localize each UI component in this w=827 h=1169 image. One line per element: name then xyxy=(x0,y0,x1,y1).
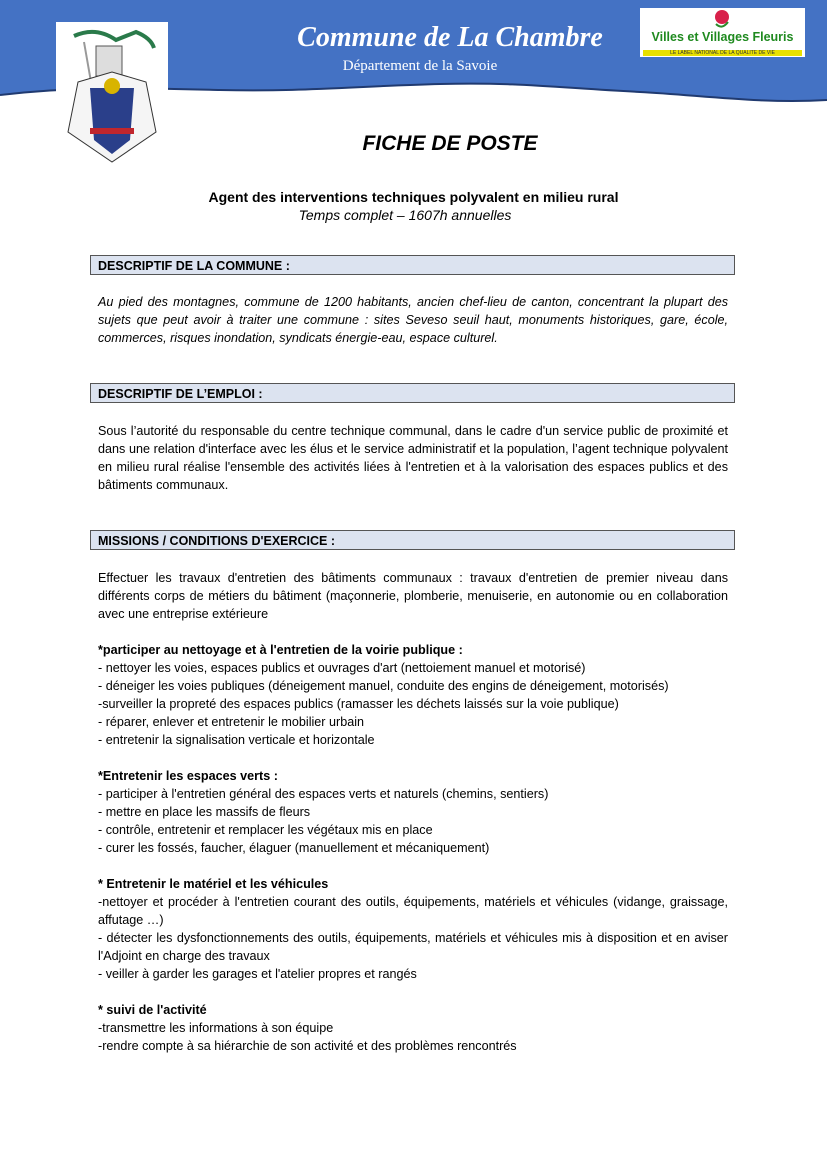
list-item: - détecter les dysfonctionnements des outils, équipements, matériels et véhicules mis à disposition et en aviser l'Adjoint en charge des travaux xyxy=(98,931,728,963)
list-item: - mettre en place les massifs de fleurs xyxy=(98,805,311,819)
mission-group-title: *participer au nettoyage et à l'entretien de la voirie publique : xyxy=(98,643,463,657)
list-item: -surveiller la propreté des espaces publics (ramasser les déchets laissés sur la voie publique) xyxy=(98,697,619,711)
list-item: - veiller à garder les garages et l'atelier propres et rangés xyxy=(98,967,417,981)
list-item: -nettoyer et procéder à l'entretien courant des outils, équipements, matériels et véhicules (vidange, graissage, affutage …) xyxy=(98,895,728,927)
list-item: -transmettre les informations à son équipe xyxy=(98,1021,334,1035)
missions-content xyxy=(98,569,728,1073)
list-item: - réparer, enlever et entretenir le mobilier urbain xyxy=(98,715,364,729)
commune-description: Au pied des montagnes, commune de 1200 habitants, ancien chef-lieu de canton, concentrant la plupart des sujets que peut avoir à traiter une commune : sites Seveso seuil haut, monuments historiques, gare, école, commerces, risques inondation, syndicats énergie-eau, espace culturel. xyxy=(98,295,728,345)
villes-villages-fleuris-logo: Villes et Villages Fleuris LE LABEL NATIONAL DE LA QUALITÉ DE VIE xyxy=(640,8,805,57)
mission-group-suivi xyxy=(98,1001,728,1055)
job-title: Agent des interventions techniques polyvalent en milieu rural xyxy=(208,189,619,205)
list-item: - entretenir la signalisation verticale et horizontale xyxy=(98,733,375,747)
emploi-description: Sous l’autorité du responsable du centre technique communal, dans le cadre d'un service public de proximité et dans une relation d'interface avec les élus et le service administratif et la population, l’agent technique polyvalent en milieu rural réalise l'ensemble des activités liées à l'entretien et à la valorisation des espaces publics et des bâtiments communaux. xyxy=(98,424,728,492)
section-heading-commune: DESCRIPTIF DE LA COMMUNE : xyxy=(90,255,735,275)
job-time: Temps complet – 1607h annuelles xyxy=(298,207,512,223)
mission-group-title: * suivi de l'activité xyxy=(98,1003,207,1017)
list-item: - contrôle, entretenir et remplacer les végétaux mis en place xyxy=(98,823,433,837)
list-item: - curer les fossés, faucher, élaguer (manuellement et mécaniquement) xyxy=(98,841,490,855)
mission-group-materiel xyxy=(98,875,728,983)
list-item: -rendre compte à sa hiérarchie de son activité et des problèmes rencontrés xyxy=(98,1039,517,1053)
department-subtitle: Département de la Savoie xyxy=(342,58,498,74)
mission-group-title: *Entretenir les espaces verts : xyxy=(98,769,278,783)
flower-icon xyxy=(640,8,805,30)
section-heading-missions: MISSIONS / CONDITIONS D'EXERCICE : xyxy=(90,530,735,550)
coat-of-arms-logo xyxy=(56,22,168,170)
missions-intro: Effectuer les travaux d'entretien des bâtiments communaux : travaux d'entretien de premier niveau dans différents corps de métiers du bâtiment (maçonnerie, plomberie, menuiserie, en autonomie ou en collaboration avec une entreprise extérieure xyxy=(98,571,728,621)
list-item: - nettoyer les voies, espaces publics et ouvrages d'art (nettoiement manuel et motorisé) xyxy=(98,661,586,675)
mission-group-voirie xyxy=(98,641,728,749)
mission-group-espaces-verts xyxy=(98,767,728,857)
list-item: - déneiger les voies publiques (déneigement manuel, conduite des engins de déneigement, motorisés) xyxy=(98,679,669,693)
document-title: FICHE DE POSTE xyxy=(362,132,538,155)
section-heading-emploi: DESCRIPTIF DE L’EMPLOI : xyxy=(90,383,735,403)
list-item: - participer à l'entretien général des espaces verts et naturels (chemins, sentiers) xyxy=(98,787,549,801)
mission-group-title: * Entretenir le matériel et les véhicules xyxy=(98,877,329,891)
commune-title: Commune de La Chambre xyxy=(297,22,603,53)
